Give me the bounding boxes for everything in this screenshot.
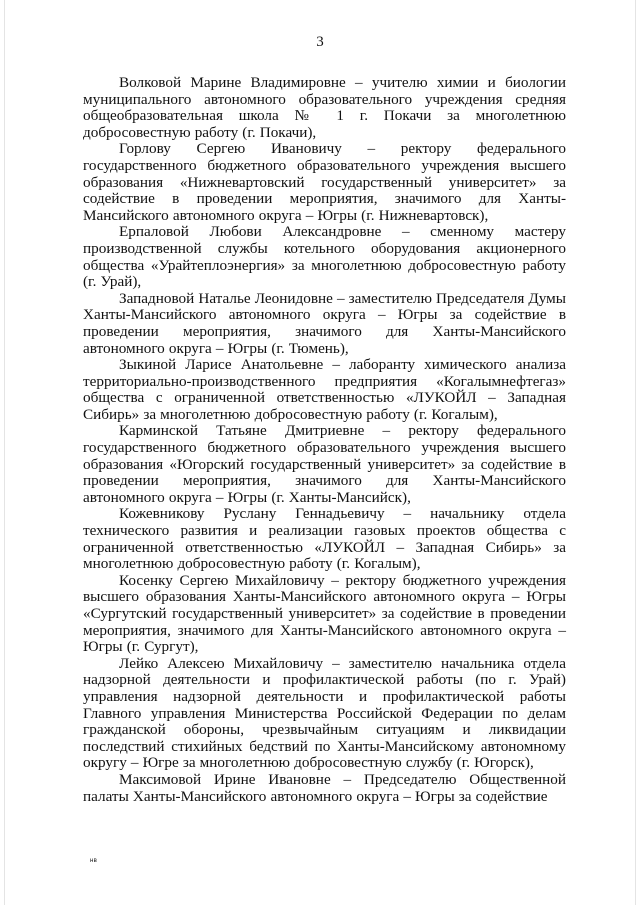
award-paragraph: Зыкиной Ларисе Анатольевне – лаборанту химического анализа территориально-производственного предприятия «Когалымнефтегаз» общества с ограниченной ответственностью «ЛУКОЙЛ – Западная Сибирь» за многолетнюю добросовестную работу (г. Когалым),	[83, 356, 566, 423]
page-number: 3	[316, 34, 324, 50]
award-list	[83, 75, 566, 805]
scan-edge-left	[4, 0, 5, 905]
award-paragraph: Волковой Марине Владимировне – учителю химии и биологии муниципального автономного образовательного учреждения средняя общеобразовательная школа № 1 г. Покачи за многолетнюю добросовестную работу (г. Покачи),	[83, 74, 566, 141]
award-paragraph: Западновой Наталье Леонидовне – заместителю Председателя Думы Ханты-Мансийского автономного округа – Югры за содействие в проведении мероприятия, значимого для Ханты-Мансийского автономного округа – Югры (г. Тюмень),	[83, 289, 566, 357]
award-paragraph: Ерпаловой Любови Александровне – сменному мастеру производственной службы котельного оборудования акционерного общества «Урайтеплоэнергия» за многолетнюю добросовестную работу (г. Урай),	[83, 223, 566, 291]
scan-edge-right	[635, 0, 636, 905]
award-paragraph: Максимовой Ирине Ивановне – Председателю Общественной палаты Ханты-Мансийского автономного округа – Югры за содействие	[83, 770, 566, 805]
footer-code: нв	[90, 858, 98, 864]
award-paragraph: Косенку Сергею Михайловичу – ректору бюджетного учреждения высшего образования Ханты-Мансийского автономного округа – Югры «Сургутский государственный университет» за содействие в проведении мероприятия, значимого для Ханты-Мансийского автономного округа – Югры (г. Сургут),	[83, 571, 566, 656]
award-paragraph: Кожевникову Руслану Геннадьевичу – начальнику отдела технического развития и реализации газовых проектов общества с ограниченной ответственностью «ЛУКОЙЛ – Западная Сибирь» за многолетнюю добросовестную работу (г. Когалым),	[83, 505, 566, 573]
award-paragraph: Лейко Алексею Михайловичу – заместителю начальника отдела надзорной деятельности и профилактической работы (по г. Урай) управления надзорной деятельности и профилактической работы Главного управления Министерства Российской Федерации по делам гражданской обороны, чрезвычайным ситуациям и ликвидации последствий стихийных бедствий по Ханты-Мансийскому автономному округу – Югре за многолетнюю добросовестную службу (г. Югорск),	[83, 654, 566, 772]
award-paragraph: Горлову Сергею Ивановичу – ректору федерального государственного бюджетного образовательного учреждения высшего образования «Нижневартовский государственный университет» за содействие в проведении мероприятия, значимого для Ханты-Мансийского автономного округа – Югры (г. Нижневартовск),	[83, 140, 566, 224]
award-paragraph: Карминской Татьяне Дмитриевне – ректору федерального государственного бюджетного образовательного учреждения высшего образования «Югорский государственный университет» за содействие в проведении мероприятия, значимого для Ханты-Мансийского автономного округа – Югры (г. Ханты-Мансийск),	[83, 422, 566, 506]
